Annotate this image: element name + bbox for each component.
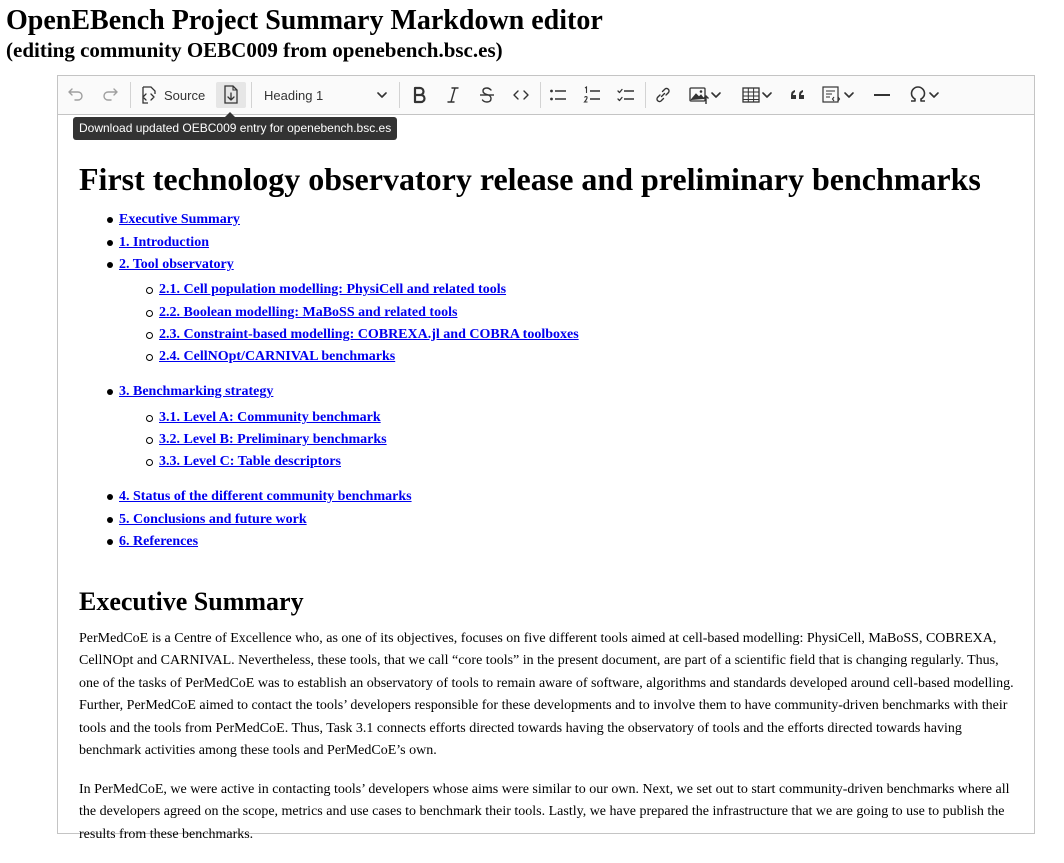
- source-button[interactable]: [137, 82, 209, 108]
- table-icon: [741, 85, 761, 105]
- insert-image-button[interactable]: [683, 82, 727, 108]
- bulleted-list-icon: [548, 85, 568, 105]
- toc-sub-bullet: [146, 459, 153, 466]
- download-icon: [221, 84, 241, 106]
- toc-link[interactable]: 2.1. Cell population modelling: PhysiCell and related tools: [159, 282, 507, 297]
- source-icon: [139, 85, 161, 105]
- toolbar-separator: [645, 82, 646, 108]
- italic-icon: [443, 85, 463, 105]
- omega-icon: [908, 85, 928, 105]
- strikethrough-button[interactable]: [473, 82, 501, 108]
- toc-sub-bullet: [146, 287, 153, 294]
- toc-sub-bullet: [146, 354, 153, 361]
- heading-dropdown[interactable]: [258, 82, 394, 108]
- chevron-down-icon: [761, 90, 773, 100]
- code-block-icon: [821, 85, 843, 105]
- toc-sub-bullet: [146, 310, 153, 317]
- link-icon: [653, 85, 673, 105]
- editor-content[interactable]: [58, 115, 1034, 842]
- editor-toolbar: [58, 76, 1034, 115]
- toc-sub-bullet: [146, 332, 153, 339]
- chevron-down-icon: [928, 90, 940, 100]
- section-heading: Executive Summary: [79, 587, 304, 616]
- download-button[interactable]: [216, 82, 246, 108]
- chevron-down-icon: [843, 90, 855, 100]
- special-characters-button[interactable]: [902, 82, 946, 108]
- redo-button[interactable]: [96, 82, 124, 108]
- source-label: Source: [164, 87, 206, 103]
- toc-link[interactable]: 6. References: [119, 534, 199, 549]
- bulleted-list-button[interactable]: [544, 82, 572, 108]
- italic-button[interactable]: [439, 82, 467, 108]
- toolbar-separator: [130, 82, 131, 108]
- toc-link[interactable]: 2.2. Boolean modelling: MaBoSS and related tools: [159, 305, 458, 320]
- page-title: OpenEBench Project Summary Markdown editor: [6, 5, 603, 36]
- paragraph: PerMedCoE is a Centre of Excellence who, as one of its objectives, focuses on five different tools aimed at cell-based modelling: PhysiCell, MaBoSS, COBREXA, CellNOpt and CARNIVAL. Nevertheless, these tools, that we call “core tools” in the present document, are part of a scientific field that is changing regularly. Thus, one of the tasks of PerMedCoE was to establish an observatory of tools to remain aware of software, algorithms and standards developed around cell-based modelling. Further, PerMedCoE aimed to contact the tools’ developers responsible for these developments and to involve them to have community-driven benchmarks with their tools and the tools from PerMedCoE. Thus, Task 3.1 connects efforts directed towards having the observatory of tools and the efforts directed towards having benchmark activities among these tools and PerMedCoE’s own.: [79, 631, 1014, 759]
- toc-bullet: [107, 240, 113, 246]
- toc-sub-bullet: [146, 437, 153, 444]
- page-subtitle: (editing community OEBC009 from openebench.bsc.es): [6, 38, 503, 62]
- toc-sub-bullet: [146, 415, 153, 422]
- toc-link[interactable]: 2.4. CellNOpt/CARNIVAL benchmarks: [159, 349, 396, 364]
- image-upload-icon: [688, 85, 710, 105]
- toc-link[interactable]: 3.2. Level B: Preliminary benchmarks: [159, 432, 387, 447]
- insert-table-button[interactable]: [735, 82, 779, 108]
- toolbar-separator: [251, 82, 252, 108]
- toc-link[interactable]: 3.1. Level A: Community benchmark: [159, 410, 381, 425]
- toc-link[interactable]: 4. Status of the different community benchmarks: [119, 489, 412, 504]
- strikethrough-icon: [477, 85, 497, 105]
- paragraph: In PerMedCoE, we were active in contacting tools’ developers whose aims were similar to our own. Next, we set out to start community-driven benchmarks where all the developers agreed on the scope, metrics and use cases to benchmark their tools. Lastly, we have prepared the infrastructure that we are going to use to publish the results from these benchmarks.: [79, 782, 1010, 842]
- markdown-editor: [57, 75, 1035, 842]
- chevron-down-icon: [710, 90, 722, 100]
- code-button[interactable]: [507, 82, 535, 108]
- link-button[interactable]: [649, 82, 677, 108]
- document-title: First technology observatory release and preliminary benchmarks: [79, 161, 981, 197]
- undo-button[interactable]: [62, 82, 90, 108]
- toc-link[interactable]: Executive Summary: [119, 212, 240, 227]
- bold-button[interactable]: [405, 82, 433, 108]
- toc-link[interactable]: 5. Conclusions and future work: [119, 512, 307, 527]
- toolbar-separator: [399, 82, 400, 108]
- toc-link[interactable]: 2.3. Constraint-based modelling: COBREXA.jl and COBRA toolboxes: [159, 327, 579, 342]
- numbered-list-button[interactable]: [578, 82, 606, 108]
- horizontal-line-button[interactable]: [868, 82, 896, 108]
- horizontal-line-icon: [872, 85, 892, 105]
- toc-bullet: [107, 389, 113, 395]
- block-quote-button[interactable]: [784, 82, 812, 108]
- toc-link[interactable]: 3.3. Level C: Table descriptors: [159, 454, 341, 469]
- toc-link[interactable]: 1. Introduction: [119, 235, 209, 250]
- toc-bullet: [107, 262, 113, 268]
- toc-link[interactable]: 3. Benchmarking strategy: [119, 384, 274, 399]
- toolbar-separator: [540, 82, 541, 108]
- heading-value: Heading 1: [264, 87, 324, 103]
- toc-bullet: [107, 217, 113, 223]
- redo-icon: [100, 85, 120, 105]
- bold-icon: [409, 85, 429, 105]
- toc-bullet: [107, 517, 113, 523]
- quote-icon: [788, 85, 808, 105]
- todo-list-button[interactable]: [612, 82, 640, 108]
- insert-code-block-button[interactable]: [816, 82, 860, 108]
- toc-bullet: [107, 539, 113, 545]
- chevron-down-icon: [376, 90, 388, 100]
- todo-list-icon: [616, 85, 636, 105]
- undo-icon: [66, 85, 86, 105]
- code-icon: [511, 85, 531, 105]
- toc-link[interactable]: 2. Tool observatory: [119, 257, 234, 272]
- numbered-list-icon: [582, 85, 602, 105]
- download-tooltip: Download updated OEBC009 entry for openebench.bsc.es: [73, 117, 397, 140]
- toc-bullet: [107, 494, 113, 500]
